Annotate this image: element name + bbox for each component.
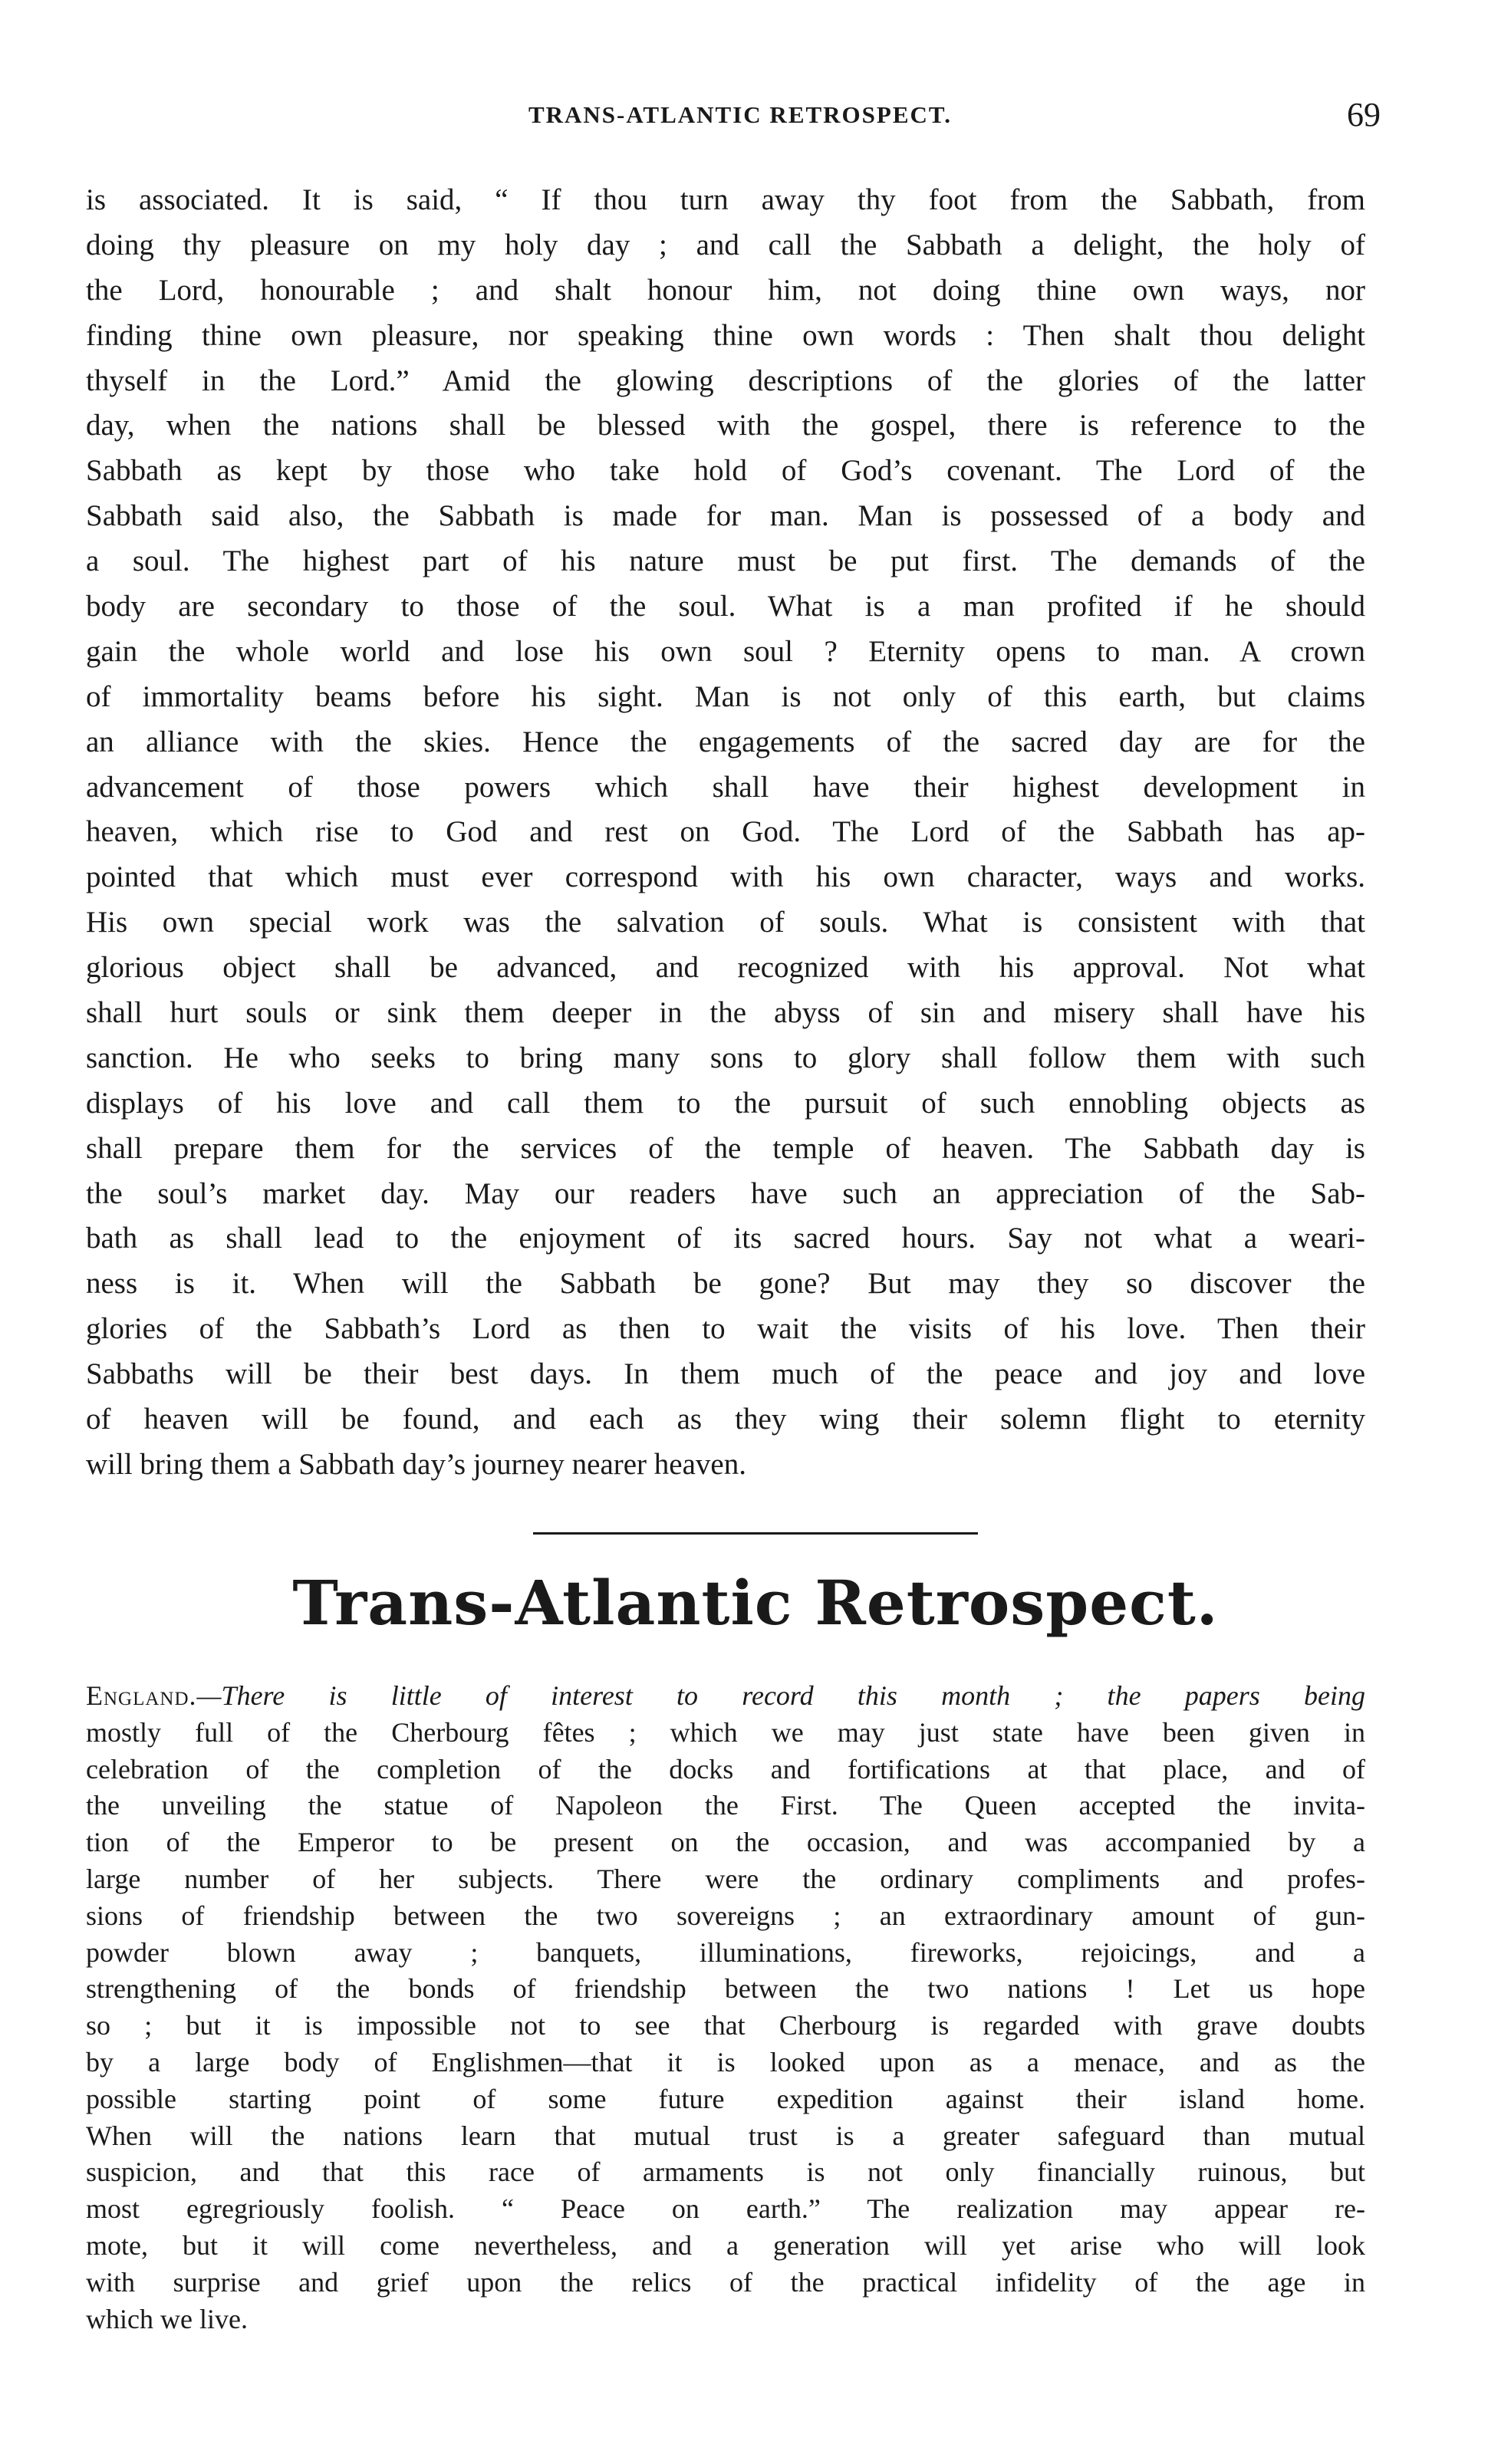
- text-run: —There is little of interest to record this month ; the papers being: [196, 1680, 1365, 1711]
- text-line: powder blown away ; banquets, illuminations, fireworks, rejoicings, and a: [86, 1936, 1365, 1968]
- text-line: doing thy pleasure on my holy day ; and call the Sabbath a delight, the holy of: [86, 228, 1365, 262]
- text-line: gain the whole world and lose his own soul ? Eternity opens to man. A crown: [86, 634, 1365, 668]
- text-line: glorious object shall be advanced, and recognized with his approval. Not what: [86, 951, 1365, 985]
- text-line: [86, 1678, 1365, 1715]
- text-line: Sabbaths will be their best days. In them much of the peace and joy and love: [86, 1357, 1365, 1391]
- text-line: bath as shall lead to the enjoyment of its sacred hours. Say not what a weari-: [86, 1222, 1365, 1255]
- running-header: [100, 92, 1381, 138]
- text-line: ness is it. When will the Sabbath be gone? But may they so discover the: [86, 1267, 1365, 1301]
- text-line: advancement of those powers which shall have their highest development in: [86, 770, 1365, 804]
- text-line: pointed that which must ever correspond with his own character, ways and works.: [86, 860, 1365, 894]
- text-line: shall prepare them for the services of the temple of heaven. The Sabbath day is: [86, 1131, 1365, 1165]
- page-number: 69: [1347, 96, 1381, 133]
- text-line: thyself in the Lord.” Amid the glowing descriptions of the glories of the latter: [86, 364, 1365, 397]
- sabbath-paragraph: [86, 178, 1365, 1488]
- text-line: body are secondary to those of the soul. What is a man profited if he should: [86, 590, 1365, 623]
- text-line: the Lord, honourable ; and shalt honour him, not doing thine own ways, nor: [86, 273, 1365, 307]
- text-line: of heaven will be found, and each as they wing their solemn flight to eternity: [86, 1403, 1365, 1436]
- text-line: day, when the nations shall be blessed with the gospel, there is reference to the: [86, 409, 1365, 442]
- text-line: a soul. The highest part of his nature must be put first. The demands of the: [86, 544, 1365, 578]
- text-line: is associated. It is said, “ If thou turn away thy foot from the Sabbath, from: [86, 183, 1365, 216]
- text-line: possible starting point of some future expedition against their island home.: [86, 2083, 1365, 2114]
- text-line: which we live.: [86, 2303, 248, 2334]
- section-heading: Trans-Atlantic Retrospect.: [292, 1567, 1219, 1639]
- text-line: so ; but it is impossible not to see that Cherbourg is regarded with grave doubts: [86, 2010, 1365, 2041]
- text-line: heaven, which rise to God and rest on God. The Lord of the Sabbath has ap-: [86, 815, 1365, 849]
- text-line: strengthening of the bonds of friendship between the two nations ! Let us hope: [86, 1973, 1365, 2005]
- text-line: mote, but it will come nevertheless, and a generation will yet arise who will look: [86, 2229, 1365, 2261]
- text-line: mostly full of the Cherbourg fêtes ; which we may just state have been given in: [86, 1716, 1365, 1748]
- text-line: Sabbath as kept by those who take hold of God’s covenant. The Lord of the: [86, 454, 1365, 488]
- text-line: displays of his love and call them to the pursuit of such ennobling objects as: [86, 1086, 1365, 1120]
- text-line: most egregriously foolish. “ Peace on earth.” The realization may appear re-: [86, 2193, 1365, 2225]
- text-line: suspicion, and that this race of armaments is not only financially ruinous, but: [86, 2156, 1365, 2188]
- text-line: an alliance with the skies. Hence the engagements of the sacred day are for the: [86, 725, 1365, 758]
- text-line: His own special work was the salvation of souls. What is consistent with that: [86, 906, 1365, 939]
- text-line: the unveiling the statue of Napoleon the First. The Queen accepted the invita-: [86, 1790, 1365, 1821]
- text-line: the soul’s market day. May our readers have such an appreciation of the Sab-: [86, 1176, 1365, 1210]
- text-line: Sabbath said also, the Sabbath is made for man. Man is possessed of a body and: [86, 499, 1365, 533]
- text-line: with surprise and grief upon the relics of the practical infidelity of the age in: [86, 2266, 1365, 2298]
- lead-in-word: England.: [86, 1680, 197, 1711]
- england-paragraph: [86, 1678, 1365, 2337]
- text-line: of immortality beams before his sight. Man is not only of this earth, but claims: [86, 679, 1365, 713]
- text-line: large number of her subjects. There were the ordinary compliments and profes-: [86, 1863, 1365, 1894]
- section-divider: [533, 1532, 978, 1535]
- text-line: celebration of the completion of the docks and fortifications at that place, and of: [86, 1753, 1365, 1785]
- text-line: tion of the Emperor to be present on the occasion, and was accompanied by a: [86, 1827, 1365, 1858]
- text-line: by a large body of Englishmen—that it is looked upon as a menace, and as the: [86, 2046, 1365, 2077]
- text-line: sanction. He who seeks to bring many sons to glory shall follow them with such: [86, 1041, 1365, 1074]
- text-line: glories of the Sabbath’s Lord as then to wait the visits of his love. Then their: [86, 1312, 1365, 1346]
- text-line: will bring them a Sabbath day’s journey nearer heaven.: [86, 1447, 746, 1481]
- text-line: sions of friendship between the two sovereigns ; an extraordinary amount of gun-: [86, 1900, 1365, 1931]
- text-line: finding thine own pleasure, nor speaking thine own words : Then shalt thou delight: [86, 318, 1365, 352]
- running-title: TRANS-ATLANTIC RETROSPECT.: [528, 101, 953, 128]
- text-line: When will the nations learn that mutual trust is a greater safeguard than mutual: [86, 2120, 1365, 2151]
- text-line: shall hurt souls or sink them deeper in the abyss of sin and misery shall have his: [86, 996, 1365, 1030]
